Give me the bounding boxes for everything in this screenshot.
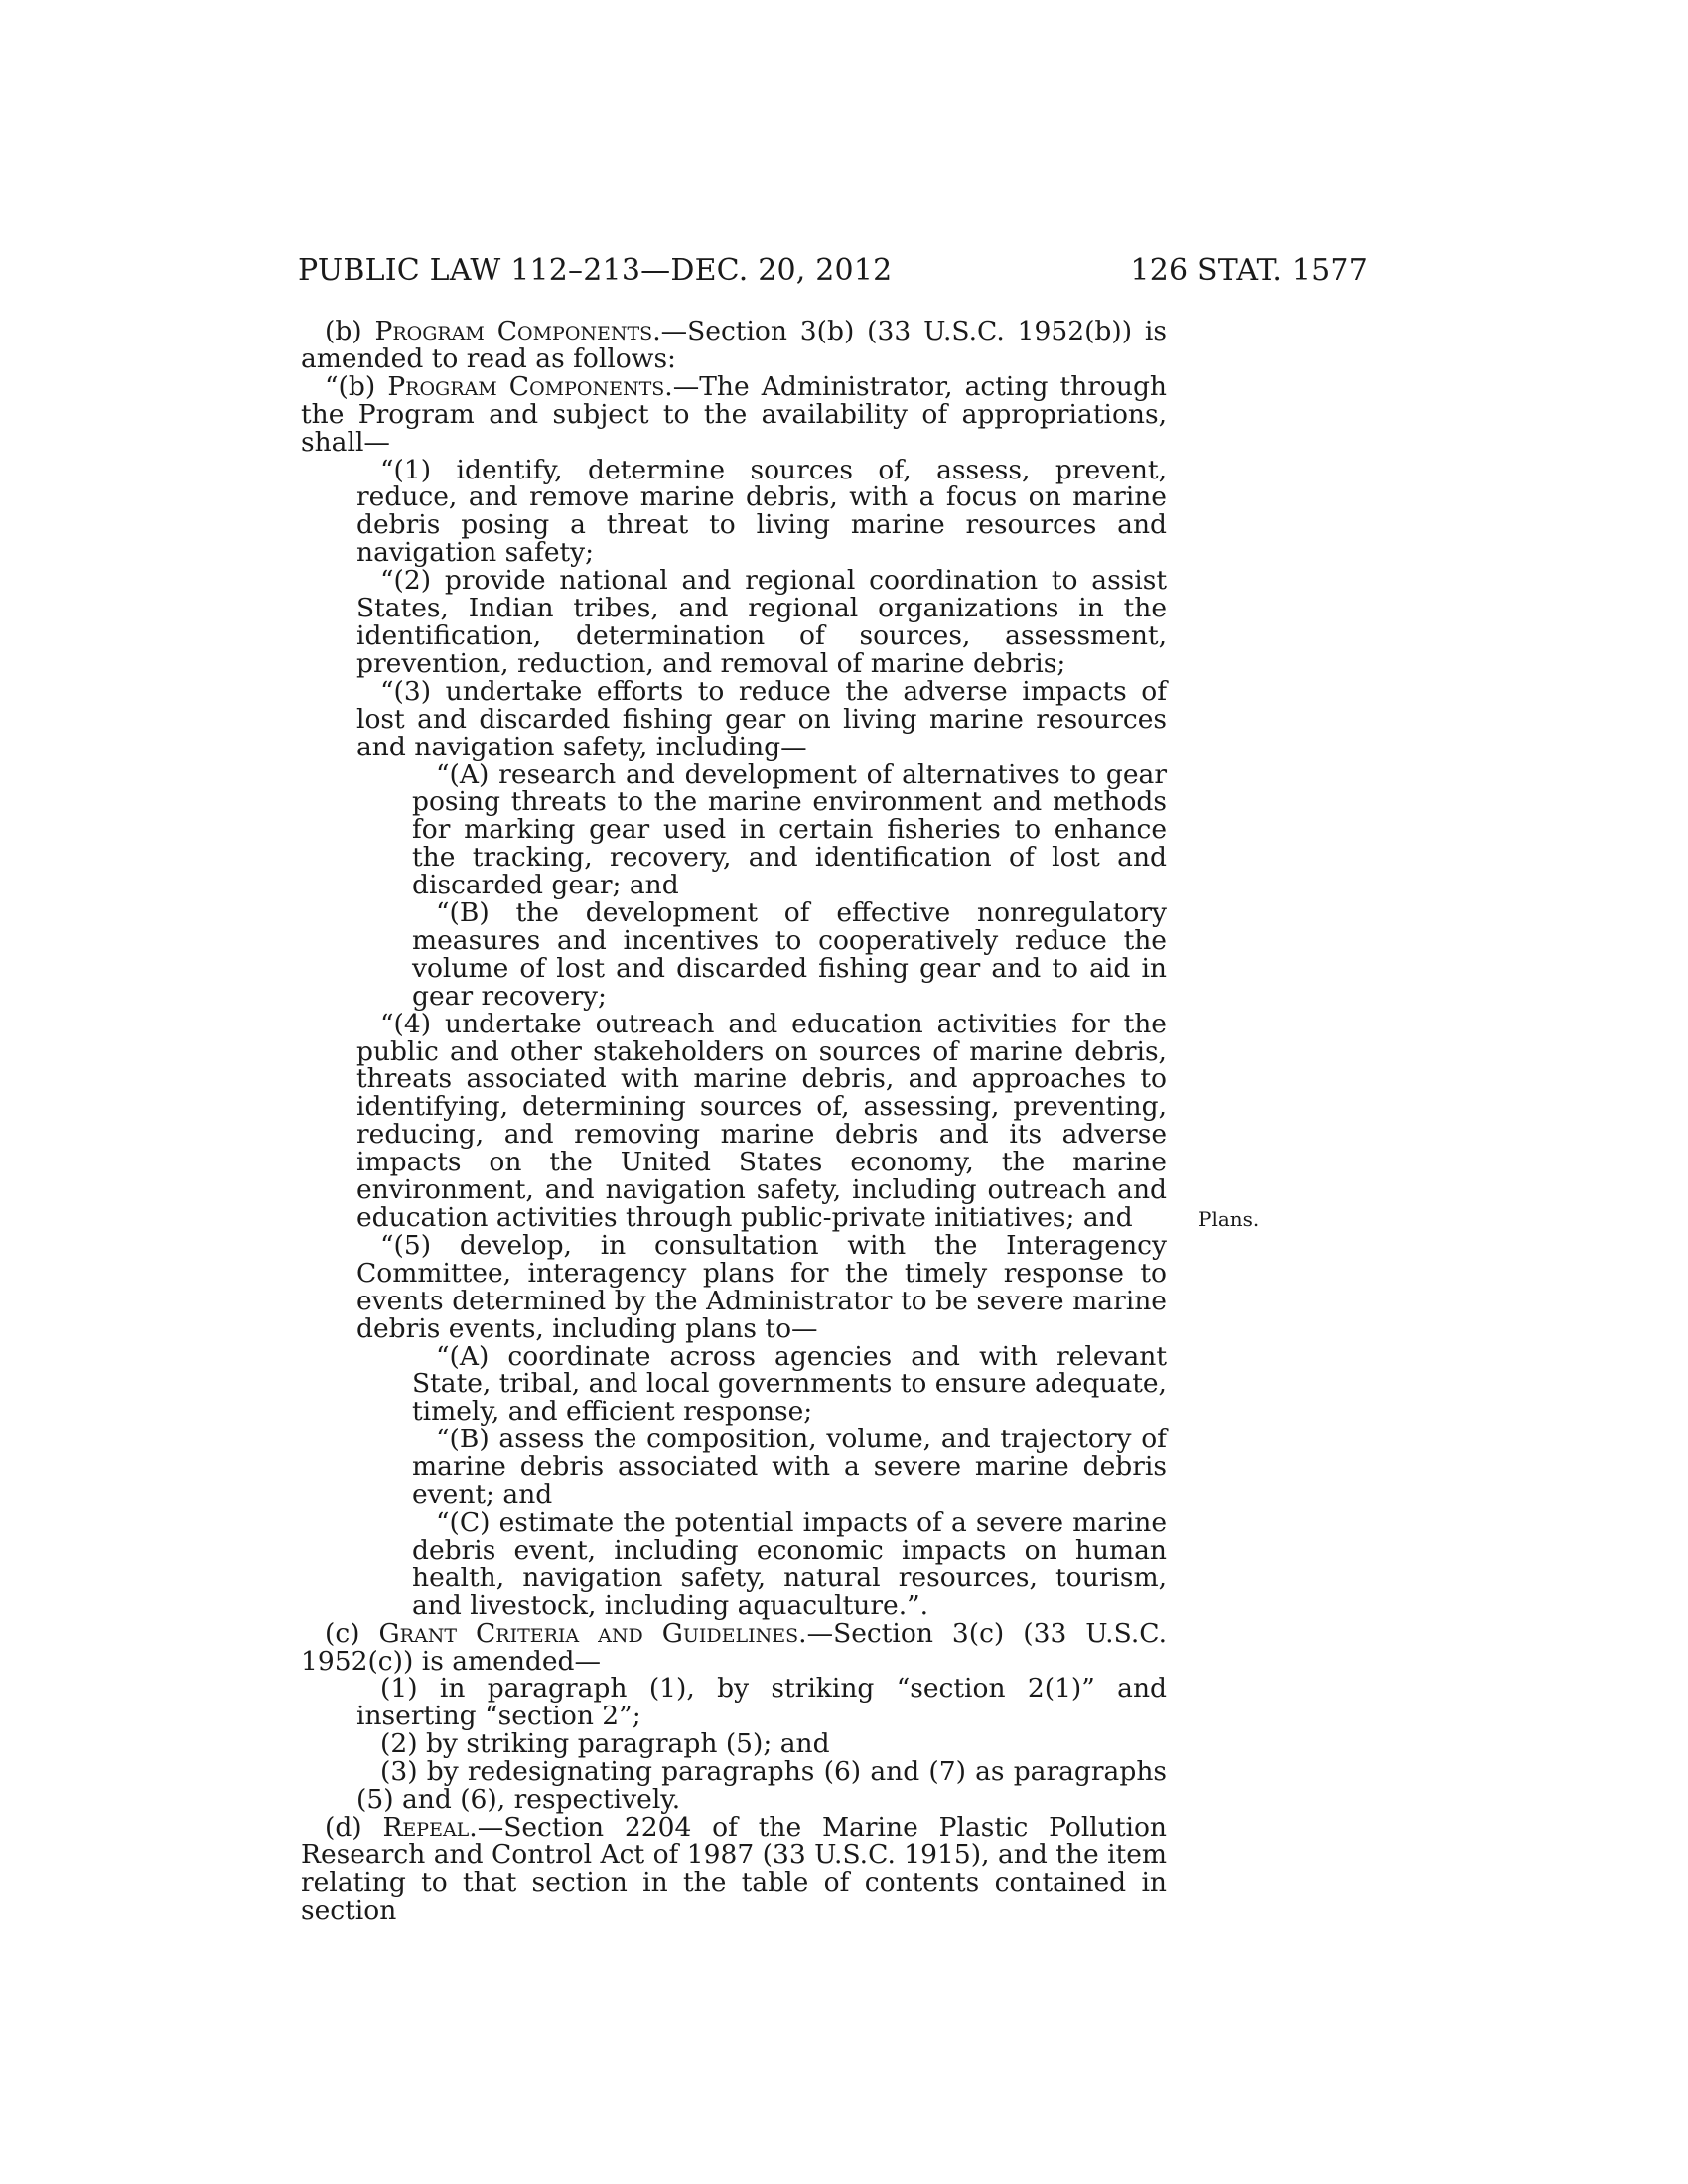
document-body <box>301 318 1167 1925</box>
section-heading: Program Components <box>374 316 653 346</box>
list-item-1: “(1) identify, determine sources of, assess, prevent, reduce, and remove marine debris, with a focus on marine debris posing a threat to living marine resources and navigation safety; <box>356 454 1167 569</box>
page-header <box>298 250 1368 290</box>
list-item-4: “(4) undertake outreach and education activities for the public and other stakeholders on sources of marine debris, threats associated with marine debris, and approaches to identifying, determining sources of, assessing, preventing, reducing, and removing marine debris and its adverse impacts on the United States economy, the marine environment, and navigation safety, including outreach and education activities through public-private initiatives; and <box>356 1008 1167 1233</box>
paragraph-b-quote: “(b) Program Components.—The Administrator, acting through the Program and subject to the availability of appropriations, shall— <box>301 370 1167 458</box>
list-item-5A: “(A) coordinate across agencies and with relevant State, tribal, and local governments to ensure adequate, timely, and efficient response; <box>412 1340 1167 1428</box>
list-item-5: “(5) develop, in consultation with the Interagency Committee, interagency plans for the timely response to events determined by the Administrator to be severe marine debris events, including plans to— <box>356 1229 1167 1344</box>
list-item-c3: (3) by redesignating paragraphs (6) and (7) as paragraphs (5) and (6), respectively. <box>356 1756 1167 1816</box>
section-heading: Program Components <box>387 370 665 402</box>
list-item-3B: “(B) the development of effective nonregulatory measures and incentives to cooperatively reduce the volume of lost and discarded fishing gear and to aid in gear recovery; <box>412 897 1167 1012</box>
stat-reference: 126 STAT. 1577 <box>1130 252 1368 288</box>
paragraph-b: (b) Program Components.—Section 3(b) (33 U.S.C. 1952(b)) is amended to read as follows: <box>301 316 1167 374</box>
margin-note: Plans. <box>1198 1207 1260 1231</box>
list-item-c2: (2) by striking paragraph (5); and <box>380 1728 830 1760</box>
list-item-c1: (1) in paragraph (1), by striking “section 2(1)” and inserting “section 2”; <box>356 1673 1167 1732</box>
list-item-5C: “(C) estimate the potential impacts of a severe marine debris event, including economic impacts on human health, navigation safety, natural resources, tourism, and livestock, including aquaculture.”. <box>412 1506 1167 1621</box>
list-item-3: “(3) undertake efforts to reduce the adverse impacts of lost and discarded fishing gear on living marine resources and navigation safety, including— <box>356 675 1167 762</box>
section-heading: Repeal <box>382 1811 470 1843</box>
paragraph-d: (d) Repeal.—Section 2204 of the Marine Plastic Pollution Research and Control Act of 1987 (33 U.S.C. 1915), and the item relating to that section in the table of contents contained in section <box>301 1811 1167 1926</box>
law-title: PUBLIC LAW 112–213—DEC. 20, 2012 <box>298 252 893 288</box>
list-item-3A: “(A) research and development of alternatives to gear posing threats to the marine environment and methods for marking gear used in certain fisheries to enhance the tracking, recovery, and identification of lost and discarded gear; and <box>412 758 1167 901</box>
section-heading: Grant Criteria and Guidelines <box>378 1617 799 1649</box>
list-item-2: “(2) provide national and regional coordination to assist States, Indian tribes, and regional organizations in the identification, determination of sources, assessment, prevention, reduction, and removal of marine debris; <box>356 565 1167 679</box>
paragraph-c: (c) Grant Criteria and Guidelines.—Section 3(c) (33 U.S.C. 1952(c)) is amended— <box>301 1617 1167 1677</box>
list-item-5B: “(B) assess the composition, volume, and trajectory of marine debris associated with a severe marine debris event; and <box>412 1424 1167 1511</box>
